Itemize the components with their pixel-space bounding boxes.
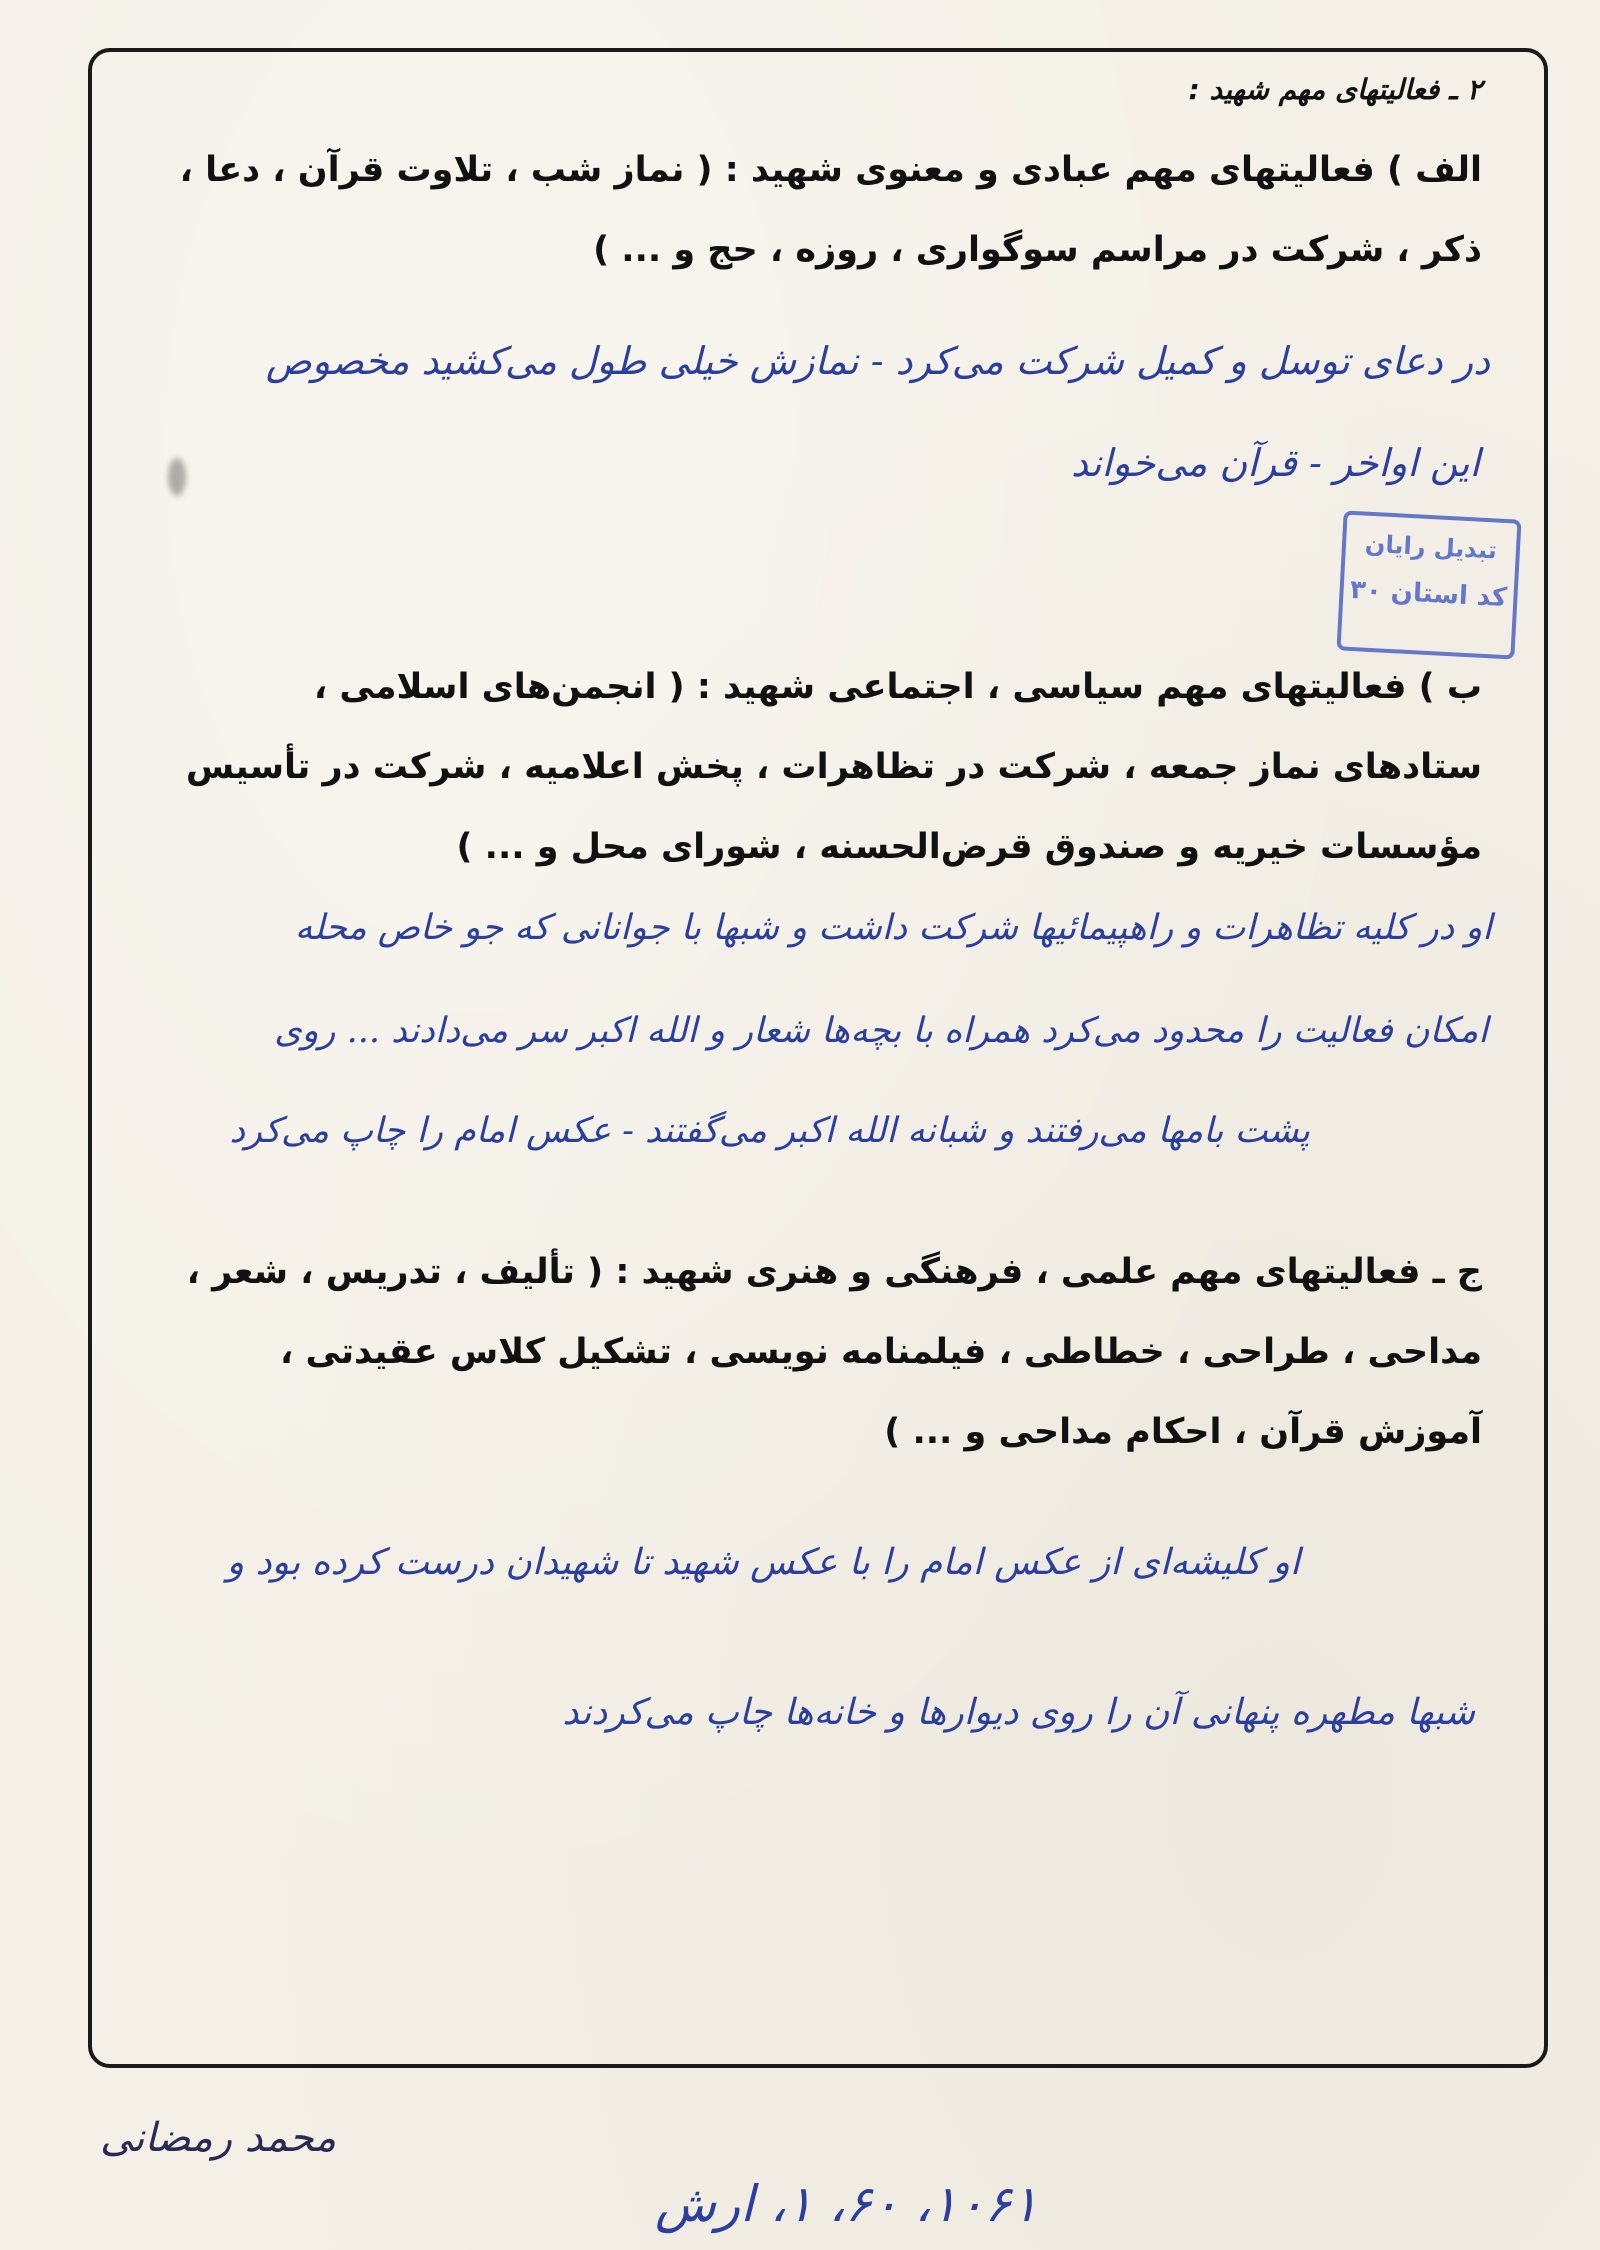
office-stamp [1336,510,1521,659]
section-b-handwritten-1: او در کلیه تظاهرات و راهپیمائیها شرکت داشت و شبها با جوانانی که جو خاص محله [294,908,1492,948]
section-a-handwritten-1: در دعای توسل و کمیل شرکت می‌کرد - نمازش خیلی طول می‌کشید مخصوص [265,339,1490,383]
stamp-line-1: تبدیل رایان [1364,529,1498,565]
section-a-line-2: ذکر ، شرکت در مراسم سوگواری ، روزه ، حج و ... ) [593,230,1482,270]
section-c-line-2: مداحی ، طراحی ، خطاطی ، فیلمنامه نویسی ، تشکیل کلاس عقیدتی ، [280,1332,1482,1372]
section-b-line-3: مؤسسات خیریه و صندوق قرض‌الحسنه ، شورای محل و ... ) [456,827,1482,867]
section-c-line-1: ج ـ فعالیتهای مهم علمی ، فرهنگی و هنری شهید : ( تألیف ، تدریس ، شعر ، [186,1252,1482,1292]
section-c-handwritten-2: شبها مطهره پنهانی آن را روی دیوارها و خانه‌ها چاپ می‌کردند [562,1692,1475,1733]
section-b-handwritten-2: امکان فعالیت را محدود می‌کرد همراه با بچه‌ها شعار و الله اکبر سر می‌دادند ... روی [274,1011,1488,1051]
section-b-line-2: ستادهای نماز جمعه ، شرکت در تظاهرات ، پخش اعلامیه ، شرکت در تأسیس [185,747,1482,787]
section-b-handwritten-3: پشت بامها می‌رفتند و شبانه الله اکبر می‌گفتند - عکس امام را چاپ می‌کرد [229,1111,1310,1151]
signature-name: محمد رمضانی [100,2115,337,2161]
section-b-line-1: ب ) فعالیتهای مهم سیاسی ، اجتماعی شهید : ( انجمن‌های اسلامی ، [313,667,1482,707]
handwritten-date: ۱۰۶۱، ۶۰، ۱، ارش [655,2175,1039,2233]
section-c-line-3: آموزش قرآن ، احکام مداحی و ... ) [884,1412,1482,1452]
section-a-line-1: الف ) فعالیتهای مهم عبادی و معنوی شهید : ( نماز شب ، تلاوت قرآن ، دعا ، [179,150,1482,190]
section-c-handwritten-1: او کلیشه‌ای از عکس امام را با عکس شهید تا شهیدان درست کرده بود و [226,1542,1300,1583]
stamp-line-2: کد استان ۳۰ [1349,574,1508,614]
section-heading: ۲ ـ فعالیتهای مهم شهید : [1188,73,1482,106]
section-a-handwritten-2: این اواخر - قرآن می‌خواند [1071,441,1480,485]
